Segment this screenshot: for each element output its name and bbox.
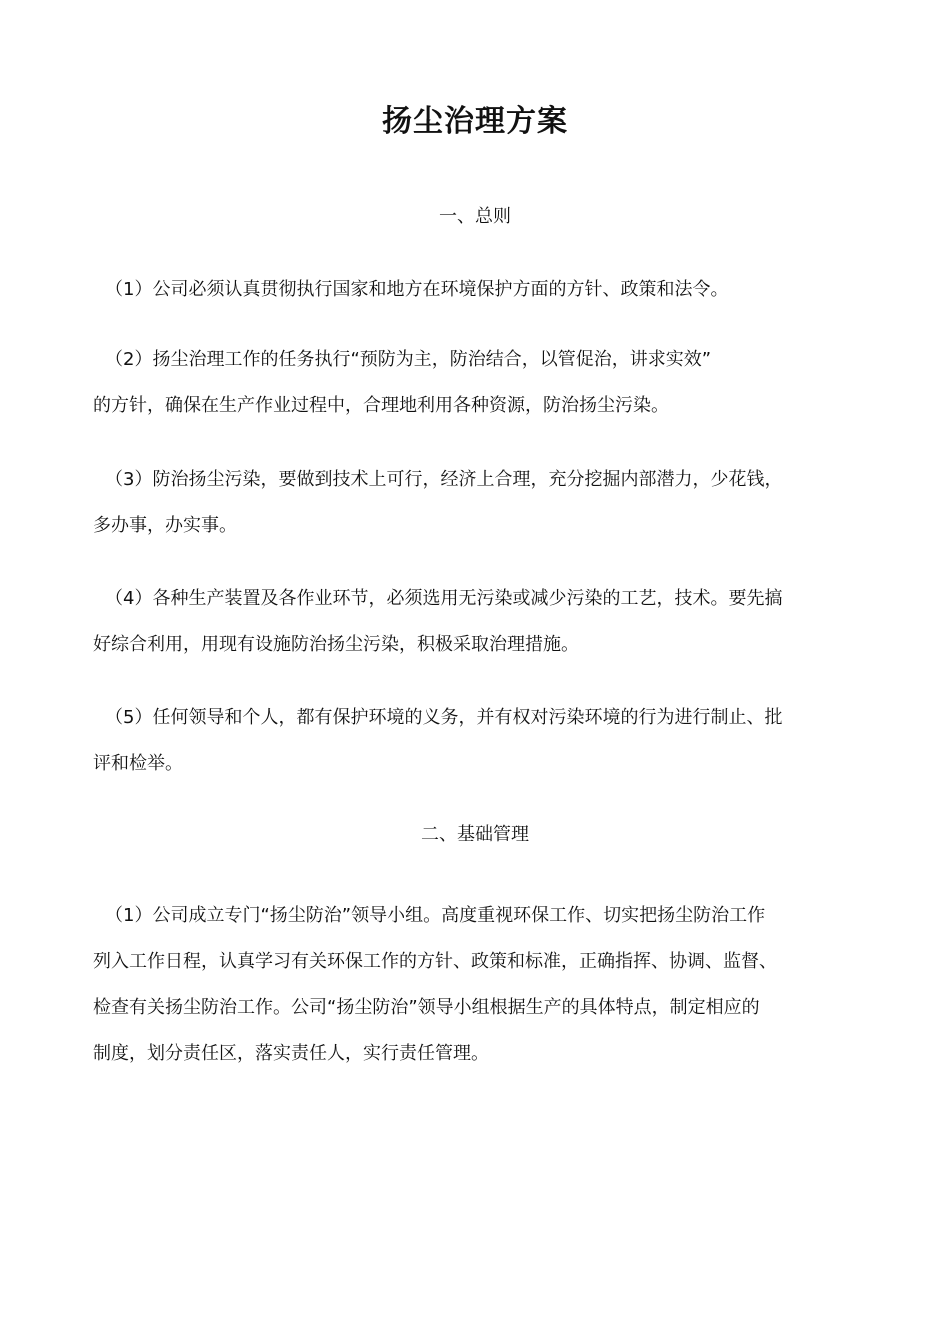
paragraph-line: （3）防治扬尘污染，要做到技术上可行，经济上合理，充分挖掘内部潜力，少花钱，: [105, 469, 783, 490]
paragraph-line: 评和检举。: [93, 753, 183, 774]
document-title: 扬尘治理方案: [382, 104, 568, 139]
paragraph-line: （4）各种生产装置及各作业环节，必须选用无污染或减少污染的工艺，技术。要先搞: [105, 588, 783, 609]
paragraph-line: 检查有关扬尘防治工作。公司“扬尘防治”领导小组根据生产的具体特点，制定相应的: [93, 997, 760, 1018]
paragraph-line: 好综合利用，用现有设施防治扬尘污染，积极采取治理措施。: [93, 634, 579, 655]
section-heading-general: 一、总则: [439, 206, 511, 227]
paragraph-1-4: [93, 576, 868, 668]
paragraph-line: （5）任何领导和个人，都有保护环境的义务，并有权对污染环境的行为进行制止、批: [105, 707, 783, 728]
section-heading-basic-management: 二、基础管理: [421, 824, 529, 845]
paragraph-2-1: [93, 893, 868, 1077]
paragraph-1-5: [93, 695, 868, 787]
paragraph-line: 列入工作日程，认真学习有关环保工作的方针、政策和标准，正确指挥、协调、监督、: [93, 951, 777, 972]
paragraph-1-1: [93, 267, 868, 313]
paragraph-line: （1）公司必须认真贯彻执行国家和地方在环境保护方面的方针、政策和法令。: [105, 279, 729, 300]
paragraph-1-3: [93, 457, 868, 549]
paragraph-line: （1）公司成立专门“扬尘防治”领导小组。高度重视环保工作、切实把扬尘防治工作: [105, 905, 766, 926]
paragraph-line: 制度，划分责任区，落实责任人，实行责任管理。: [93, 1043, 489, 1064]
paragraph-line: 的方针，确保在生产作业过程中，合理地利用各种资源，防治扬尘污染。: [93, 395, 669, 416]
paragraph-line: 多办事，办实事。: [93, 515, 237, 536]
paragraph-1-2: [93, 337, 868, 429]
paragraph-line: （2）扬尘治理工作的任务执行“预防为主，防治结合，以管促治，讲求实效”: [105, 349, 712, 370]
